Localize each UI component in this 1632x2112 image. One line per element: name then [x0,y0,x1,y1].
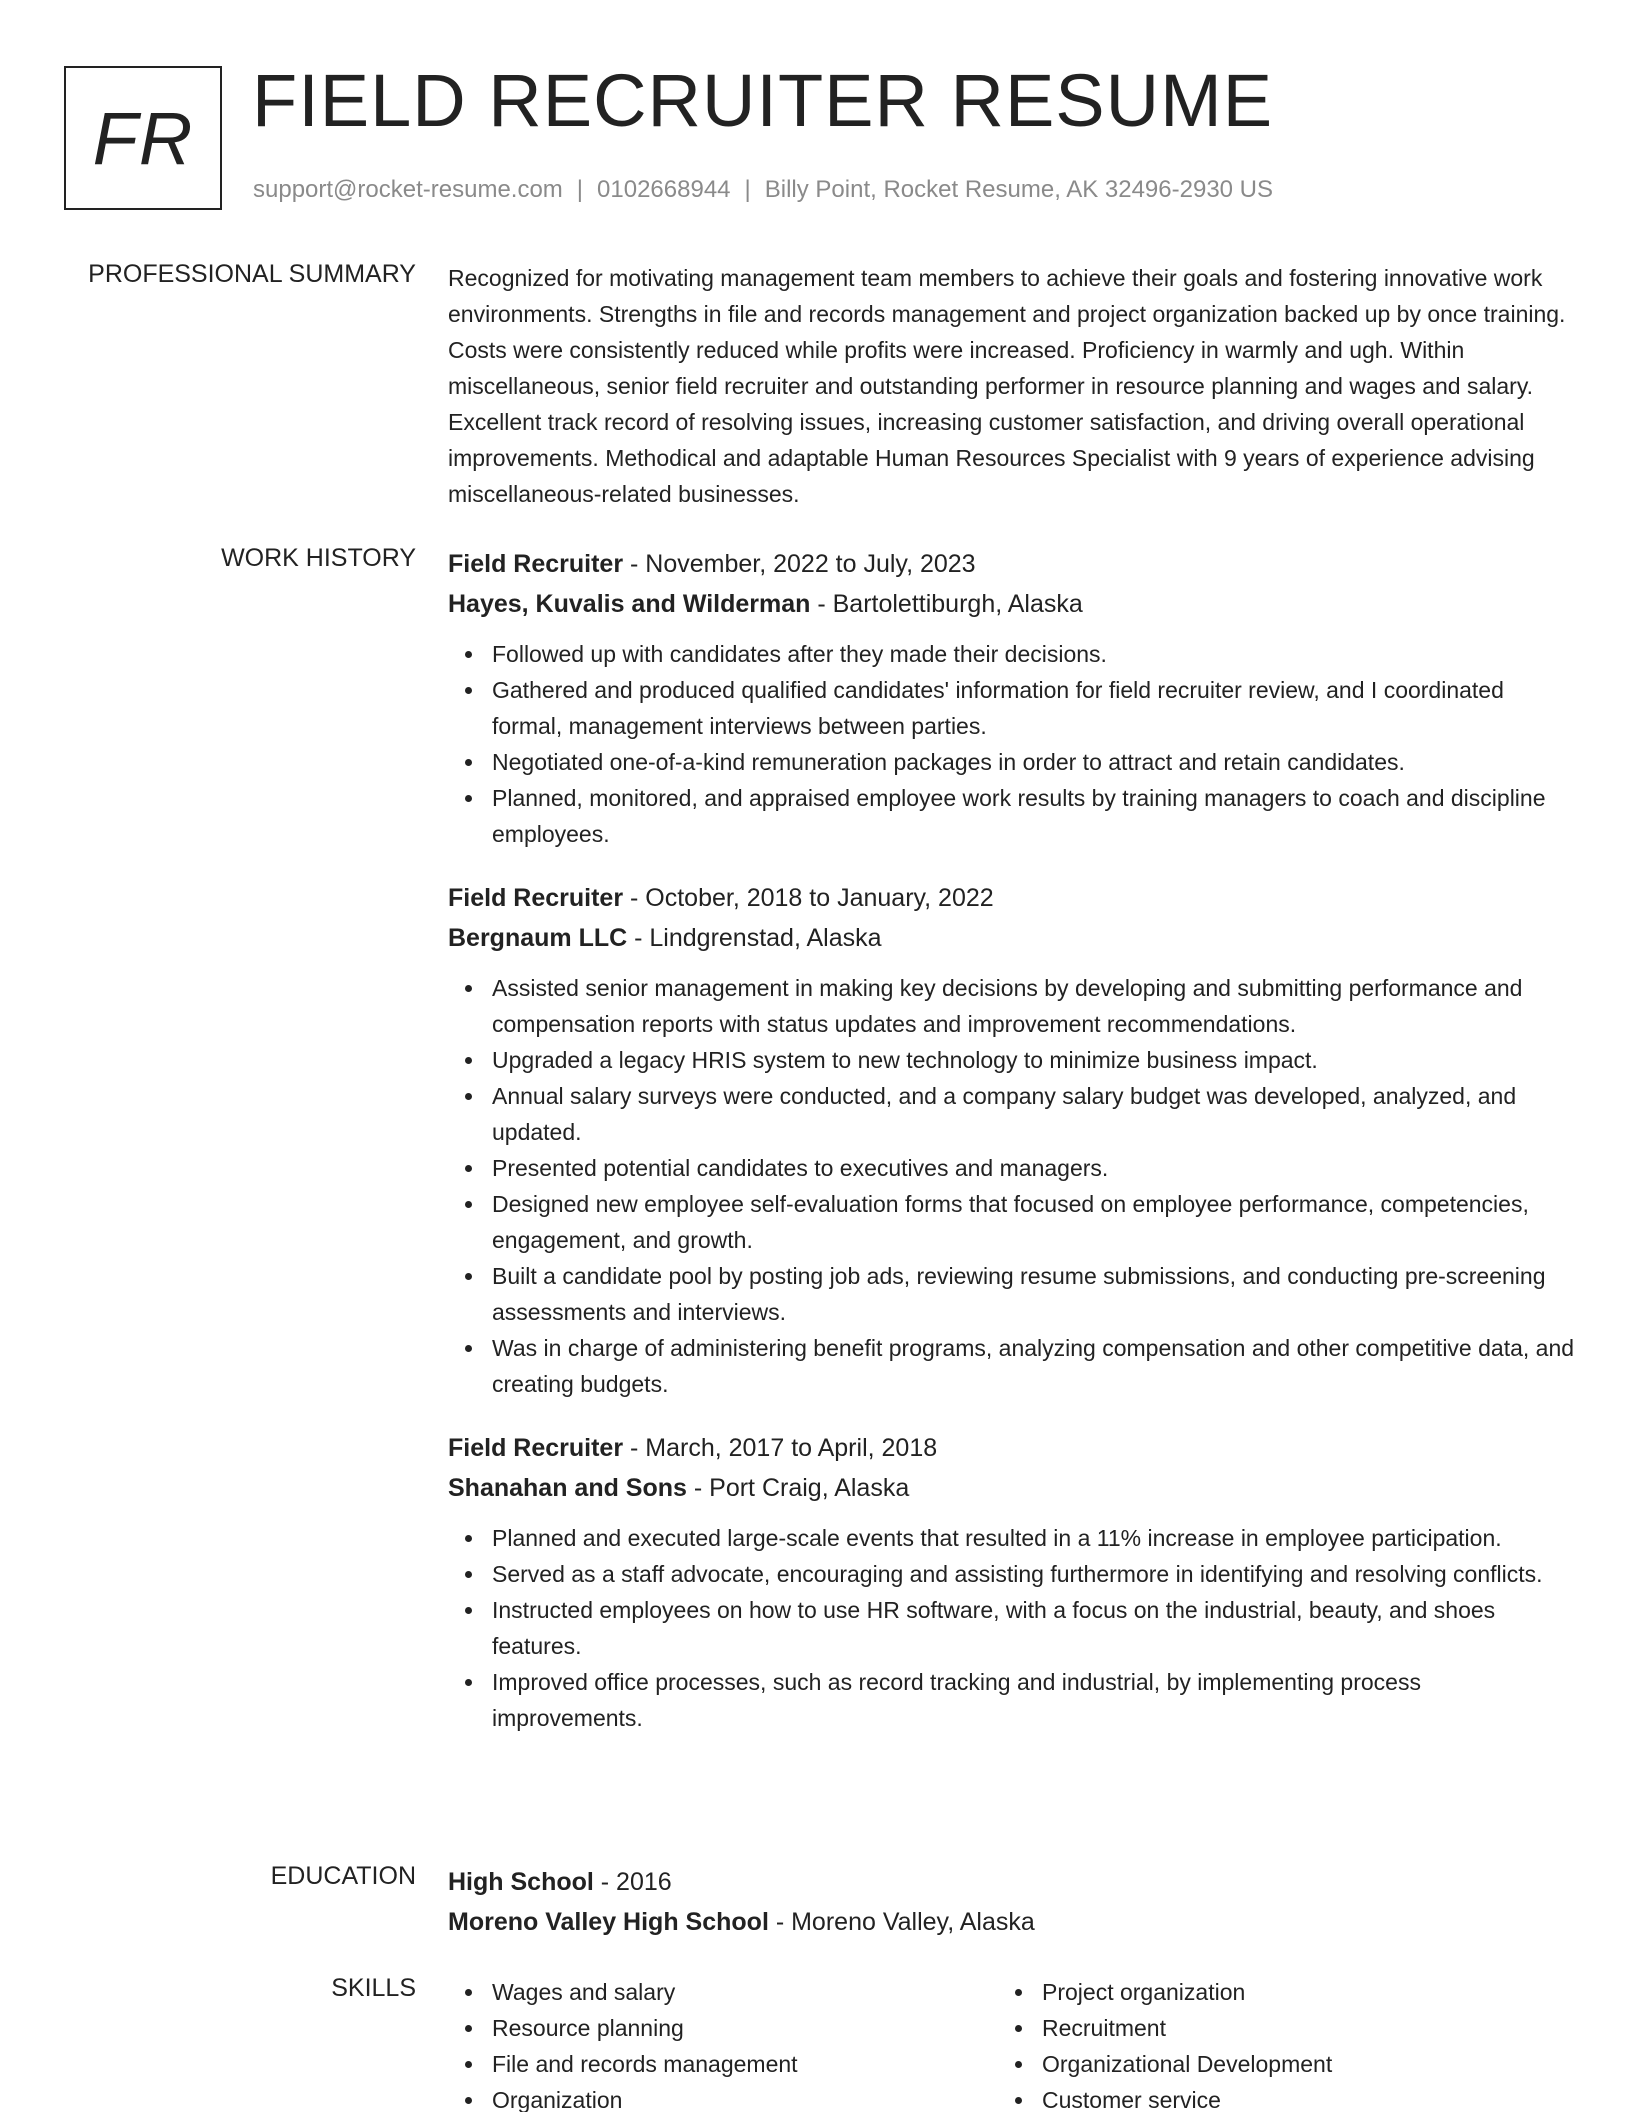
job-bullet: Followed up with candidates after they made their decisions. [448,636,1578,672]
contact-line [253,176,1273,204]
job-dates: - March, 2017 to April, 2018 [623,1434,938,1462]
job-location: - Lindgrenstad, Alaska [627,924,882,952]
job-company: Shanahan and Sons [448,1474,687,1502]
monogram-box [64,66,222,210]
contact-separator: | [576,176,584,203]
job-company: Bergnaum LLC [448,924,628,952]
job-bullet: Planned and executed large-scale events that resulted in a 11% increase in employee participation. [448,1520,1578,1556]
summary-heading: PROFESSIONAL SUMMARY [88,260,416,288]
job-bullet: Was in charge of administering benefit programs, analyzing compensation and other competitive data, and creating budgets. [448,1330,1578,1402]
skill-item: File and records management [448,2046,998,2082]
job-entry [448,878,1578,1402]
summary-text: Recognized for motivating management team members to achieve their goals and fostering innovative work environments. Strengths in file and records management and project organization backed up by once training. Costs were consistently reduced while profits were increased. Proficiency in warmly and ugh. Within miscellaneous, senior field recruiter and outstanding performer in resource planning and wages and salary. Excellent track record of resolving issues, increasing customer satisfaction, and driving overall operational improvements. Methodical and adaptable Human Resources Specialist with 9 years of experience advising miscellaneous-related businesses. [448,265,1566,507]
education-degree: High School [448,1868,594,1896]
education-year: - 2016 [593,1868,672,1896]
job-title-line [448,544,1578,584]
job-location: - Bartolettiburgh, Alaska [810,590,1083,618]
contact-email: support@rocket-resume.com [253,176,563,203]
skills-column-left [448,1974,998,2112]
job-company-line [448,584,1578,624]
job-bullet: Upgraded a legacy HRIS system to new technology to minimize business impact. [448,1042,1578,1078]
job-bullet: Built a candidate pool by posting job ads, reviewing resume submissions, and conducting pre-screening assessments and interviews. [448,1258,1578,1330]
job-bullet: Instructed employees on how to use HR software, with a focus on the industrial, beauty, and shoes features. [448,1592,1578,1664]
job-bullet: Designed new employee self-evaluation forms that focused on employee performance, competencies, engagement, and growth. [448,1186,1578,1258]
job-dates: - November, 2022 to July, 2023 [623,550,976,578]
skill-item: Wages and salary [448,1974,998,2010]
job-company-line [448,918,1578,958]
education-location: - Moreno Valley, Alaska [768,1908,1035,1936]
education-school-line [448,1902,1578,1942]
skill-item: Organizational Development [998,2046,1548,2082]
job-bullets [448,1520,1578,1736]
contact-separator: | [744,176,751,203]
job-title-line [448,878,1578,918]
job-bullet: Gathered and produced qualified candidates' information for field recruiter review, and I coordinated formal, management interviews between parties. [448,672,1578,744]
job-bullet: Negotiated one-of-a-kind remuneration packages in order to attract and retain candidates. [448,744,1578,780]
skill-item: Customer service [998,2082,1548,2112]
skills-body [448,1974,1578,2112]
job-entry [448,1428,1578,1736]
job-bullet: Presented potential candidates to executives and managers. [448,1150,1578,1186]
job-bullet: Served as a staff advocate, encouraging and assisting furthermore in identifying and resolving conflicts. [448,1556,1578,1592]
job-location: - Port Craig, Alaska [686,1474,910,1502]
contact-address: Billy Point, Rocket Resume, AK 32496-2930 US [764,176,1274,203]
education-heading: EDUCATION [270,1862,416,1890]
job-bullets [448,970,1578,1402]
education-degree-line [448,1862,1578,1902]
job-bullet: Planned, monitored, and appraised employee work results by training managers to coach and discipline employees. [448,780,1578,852]
job-title: Field Recruiter [448,550,624,578]
skills-grid [448,1974,1578,2112]
education-school: Moreno Valley High School [448,1908,769,1936]
skill-item: Organization [448,2082,998,2112]
job-title: Field Recruiter [448,884,624,912]
job-entry [448,544,1578,852]
job-title: Field Recruiter [448,1434,624,1462]
job-bullet: Annual salary surveys were conducted, and a company salary budget was developed, analyzed, and updated. [448,1078,1578,1150]
job-title-line [448,1428,1578,1468]
contact-phone: 0102668944 [597,176,731,203]
job-dates: - October, 2018 to January, 2022 [623,884,994,912]
skills-heading: SKILLS [331,1974,416,2002]
skills-column-right [998,1974,1548,2112]
job-company-line [448,1468,1578,1508]
skill-item: Project organization [998,1974,1548,2010]
job-bullets [448,636,1578,852]
education-body [448,1862,1578,1942]
job-company: Hayes, Kuvalis and Wilderman [448,590,811,618]
work-history-body [448,544,1578,1736]
summary-body [448,260,1578,512]
job-bullet: Assisted senior management in making key decisions by developing and submitting performance and compensation reports with status updates and improvement recommendations. [448,970,1578,1042]
job-bullet: Improved office processes, such as record tracking and industrial, by implementing process improvements. [448,1664,1578,1736]
resume-title: FIELD RECRUITER RESUME [252,59,1274,142]
skill-item: Recruitment [998,2010,1548,2046]
monogram-initials: FR [92,96,194,180]
work-history-heading: WORK HISTORY [221,544,416,572]
skill-item: Resource planning [448,2010,998,2046]
